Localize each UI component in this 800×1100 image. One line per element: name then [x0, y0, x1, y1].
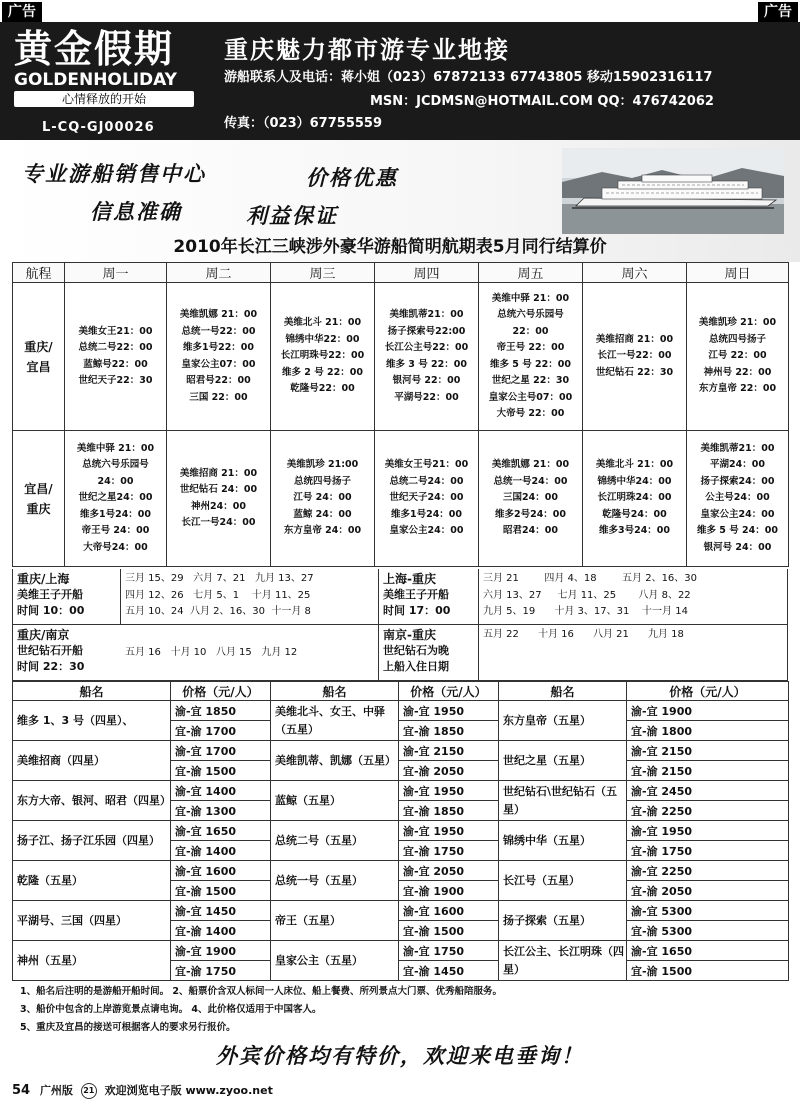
ship-departure: 皇家公主07：00 — [181, 358, 256, 370]
departure-ship: 美维王子开船 — [17, 588, 83, 601]
ship-departure: 江号 22：00 — [708, 350, 767, 362]
price-row — [13, 901, 789, 921]
ship-departure: 公主号24：00 — [705, 492, 770, 504]
schedule-row-chongqing-yichang — [13, 283, 789, 431]
ship-departure: 维多3号24：00 — [598, 525, 671, 537]
price-row — [13, 701, 789, 721]
price-upstream: 渝-宜 1950 — [399, 781, 499, 801]
ship-name: 锦绣中华（五星） — [499, 821, 627, 861]
ship-name: 东方皇帝（五星） — [499, 701, 627, 741]
shanghai-cruise-row — [12, 569, 788, 625]
ship-departure: 平湖号22：00 — [394, 391, 459, 403]
schedule-cell — [65, 431, 167, 567]
price-row — [13, 781, 789, 801]
ship-departure: 美维中驿 21：00 — [76, 442, 155, 454]
ship-departure: 美维凯珍 21：00 — [698, 317, 777, 329]
ship-departure: 世纪天子24：00 — [389, 492, 464, 504]
ship-name: 帝王（五星） — [271, 901, 399, 941]
ship-departure: 扬子探索号22:00 — [387, 325, 466, 337]
header-wednesday: 周三 — [271, 263, 375, 283]
departure-time: 时间 17：00 — [383, 604, 451, 617]
price-row — [13, 861, 789, 881]
ship-departure: 蓝鲸号22：00 — [83, 358, 148, 370]
price-downstream: 宜-渝 1500 — [399, 921, 499, 941]
price-upstream: 渝-宜 1850 — [171, 701, 271, 721]
schedule-cell — [375, 431, 479, 567]
price-downstream: 宜-渝 2050 — [627, 881, 789, 901]
price-upstream: 渝-宜 1400 — [171, 781, 271, 801]
header-price: 价格（元/人） — [171, 682, 271, 701]
price-downstream: 宜-渝 1750 — [171, 961, 271, 981]
price-downstream: 宜-渝 1500 — [171, 881, 271, 901]
ship-departure: 大帝号24：00 — [83, 541, 148, 553]
price-row — [13, 821, 789, 841]
price-downstream: 宜-渝 1400 — [171, 841, 271, 861]
ship-departure: 锦绣中华24：00 — [597, 475, 672, 487]
header-saturday: 周六 — [583, 263, 687, 283]
ship-name: 平湖号、三国（四星） — [13, 901, 171, 941]
price-downstream: 宜-渝 1750 — [627, 841, 789, 861]
route-nanjing-chongqing: 南京-重庆 — [383, 628, 436, 642]
slogan-sales-center: 专业游船销售中心 — [22, 161, 206, 186]
ship-departure: 美维凯珍 21:00 — [286, 459, 359, 471]
ship-departure: 美维中驿 21：00 — [491, 292, 570, 304]
boarding-note: 世纪钻石为晚 — [383, 644, 449, 657]
price-row — [13, 741, 789, 761]
price-upstream: 渝-宜 1750 — [399, 941, 499, 961]
ship-departure: 美维北斗 21：00 — [595, 459, 674, 471]
price-upstream: 渝-宜 1950 — [399, 701, 499, 721]
price-downstream: 宜-渝 1800 — [627, 721, 789, 741]
ship-departure: 24：00 — [97, 475, 134, 487]
shanghai-right-dates: 三月 21 四月 4、18 五月 2、16、30 六月 13、27 七月 11、25 八月 8、22 九月 5、19 十月 3、17、31 十一月 14 — [483, 573, 698, 617]
schedule-table — [12, 262, 789, 567]
schedule-cell — [583, 431, 687, 567]
header-ship-name: 船名 — [499, 682, 627, 701]
ship-departure: 帝王号 24：00 — [81, 525, 150, 537]
shanghai-right-info — [379, 569, 479, 624]
ship-departure: 昭君号22：00 — [186, 375, 251, 386]
header-sunday: 周日 — [687, 263, 789, 283]
price-upstream: 渝-宜 1600 — [399, 901, 499, 921]
price-header-row — [13, 682, 789, 701]
header-tuesday: 周二 — [167, 263, 271, 283]
closing-slogan: 外宾价格均有特价，欢迎来电垂询！ — [216, 1043, 584, 1068]
price-table — [12, 681, 789, 981]
ship-departure: 神州24：00 — [191, 500, 246, 512]
schedule-cell — [583, 283, 687, 431]
ship-departure: 三国24：00 — [503, 492, 558, 504]
logo-slogan: 心情释放的开始 — [14, 91, 194, 107]
price-upstream: 渝-宜 2150 — [399, 741, 499, 761]
ship-departure: 皇家公主24：00 — [389, 525, 464, 537]
price-downstream: 宜-渝 2150 — [627, 761, 789, 781]
ship-name: 扬子江、扬子江乐园（四星） — [13, 821, 171, 861]
departure-time: 时间 22：30 — [17, 660, 85, 673]
fax-number: 传真：（023）67755559 — [224, 116, 382, 131]
departure-ship: 美维王子开船 — [383, 588, 449, 601]
price-downstream: 宜-渝 1450 — [399, 961, 499, 981]
note-line: 1、船名后注明的是游船开船时间。 2、船票价含双人标间一人床位、船上餐费、所列景点大门票、优秀船陪服务。 — [20, 986, 503, 997]
price-upstream: 渝-宜 1700 — [171, 741, 271, 761]
ship-departure: 维多1号24：00 — [390, 508, 463, 520]
ship-name: 神州（五星） — [13, 941, 171, 981]
ship-departure: 22：00 — [512, 325, 549, 337]
shanghai-left-info — [13, 569, 121, 624]
website-text: 欢迎浏览电子版 www.zyoo.net — [104, 1084, 273, 1097]
nanjing-left-dates: 五月 16 十月 10 八月 15 九月 12 — [121, 625, 379, 680]
price-downstream: 宜-渝 2250 — [627, 801, 789, 821]
route-chongqing-yichang — [13, 283, 65, 431]
route-line: 宜昌/ — [24, 481, 53, 496]
price-table-body — [13, 701, 789, 981]
ship-departure: 皇家公主号07：00 — [488, 391, 573, 403]
departure-ship: 世纪钻石开船 — [17, 644, 83, 657]
ship-departure: 世纪之星 22：30 — [491, 375, 570, 386]
ship-departure: 总统六号乐园号 — [497, 309, 564, 320]
price-downstream: 宜-渝 1850 — [399, 801, 499, 821]
ship-departure: 长江一号24：00 — [181, 517, 256, 528]
price-downstream: 宜-渝 5300 — [627, 921, 789, 941]
ship-name: 蓝鲸（五星） — [271, 781, 399, 821]
price-downstream: 宜-渝 1900 — [399, 881, 499, 901]
ship-departure: 总统一号22：00 — [181, 325, 256, 337]
schedule-title: 2010年长江三峡涉外豪华游船简明航期表5月同行结算价 — [173, 237, 607, 257]
ship-departure: 三国 22：00 — [189, 391, 248, 403]
header-title: 重庆魅力都市游专业地接 — [224, 36, 510, 64]
schedule-row-yichang-chongqing — [13, 431, 789, 567]
header-thursday: 周四 — [375, 263, 479, 283]
notes — [20, 983, 790, 1037]
ship-departure: 长江明珠24：00 — [597, 492, 672, 504]
header-route: 航程 — [13, 263, 65, 283]
note-line: 3、船价中包含的上岸游览景点请电询。 4、此价格仅适用于中国客人。 — [20, 1004, 322, 1015]
price-upstream: 渝-宜 1600 — [171, 861, 271, 881]
ship-departure: 东方皇帝 24：00 — [283, 525, 362, 537]
ship-departure: 世纪天子22：30 — [78, 375, 153, 386]
ship-departure: 总统二号22：00 — [78, 342, 153, 353]
price-upstream: 渝-宜 1950 — [399, 821, 499, 841]
ship-name: 总统二号（五星） — [271, 821, 399, 861]
header-ship-name: 船名 — [271, 682, 399, 701]
nanjing-cruise-row — [12, 625, 788, 681]
price-upstream: 渝-宜 1900 — [627, 701, 789, 721]
price-downstream: 宜-渝 1850 — [399, 721, 499, 741]
schedule-cell — [375, 283, 479, 431]
price-upstream: 渝-宜 1650 — [627, 941, 789, 961]
route-yichang-chongqing — [13, 431, 65, 567]
ship-name: 长江号（五星） — [499, 861, 627, 901]
ship-name: 总统一号（五星） — [271, 861, 399, 901]
license-code: L-CQ-GJ00026 — [42, 120, 155, 135]
ship-name: 美维招商（四星） — [13, 741, 171, 781]
price-downstream: 宜-渝 1500 — [171, 761, 271, 781]
nanjing-left-info — [13, 625, 121, 680]
ship-departure: 帝王号 22：00 — [496, 342, 565, 353]
route-line: 重庆 — [26, 501, 51, 516]
ship-name: 维多 1、3 号（四星）、 — [13, 701, 171, 741]
edition-label: 广州版 — [39, 1084, 73, 1097]
ship-departure: 美维凯娜 21：00 — [491, 459, 570, 471]
ship-name: 东方大帝、银河、昭君（四星） — [13, 781, 171, 821]
schedule-cell — [167, 283, 271, 431]
price-downstream: 宜-渝 1400 — [171, 921, 271, 941]
ship-name: 乾隆（五星） — [13, 861, 171, 901]
schedule-cell — [167, 431, 271, 567]
ship-name: 长江公主、长江明珠（四星） — [499, 941, 627, 981]
header-price: 价格（元/人） — [399, 682, 499, 701]
schedule-cell — [65, 283, 167, 431]
ship-departure: 银河号 22：00 — [392, 375, 461, 386]
ship-name: 皇家公主（五星） — [271, 941, 399, 981]
price-upstream: 渝-宜 1950 — [627, 821, 789, 841]
header-price: 价格（元/人） — [627, 682, 789, 701]
price-upstream: 渝-宜 2250 — [627, 861, 789, 881]
price-downstream: 宜-渝 2050 — [399, 761, 499, 781]
ship-departure: 美维招商 21：00 — [595, 333, 674, 345]
price-upstream: 渝-宜 1900 — [171, 941, 271, 961]
ship-departure: 乾隆号24：00 — [602, 508, 667, 520]
ship-departure: 维多 3 号 22：00 — [386, 358, 467, 370]
schedule-cell — [687, 431, 789, 567]
ad-label-left: 广告 — [2, 2, 42, 22]
msn-qq: MSN：JCDMSN@HOTMAIL.COM QQ：476742062 — [370, 94, 714, 109]
ship-departure: 总统六号乐园号 — [82, 459, 149, 471]
page-footer — [12, 1082, 273, 1099]
slogan-price: 价格优惠 — [306, 165, 398, 190]
route-line: 宜昌 — [26, 359, 51, 374]
ship-departure: 总统二号24：00 — [389, 475, 464, 487]
slogan-profit: 利益保证 — [246, 203, 338, 228]
header-bar — [0, 22, 800, 140]
ship-departure: 美维女王21：00 — [78, 325, 153, 337]
price-upstream: 渝-宜 2050 — [399, 861, 499, 881]
price-upstream: 渝-宜 1450 — [171, 901, 271, 921]
ship-departure: 美维凯蒂21：00 — [700, 442, 775, 454]
ship-departure: 锦绣中华22：00 — [285, 333, 360, 345]
site-logo-icon: 21 — [81, 1083, 97, 1099]
schedule-cell — [479, 431, 583, 567]
ship-departure: 大帝号 22：00 — [496, 408, 565, 419]
shanghai-left-dates: 三月 15、29 六月 7、21 九月 13、27 四月 12、26 七月 5、1 十月 11、25 五月 10、24 八月 2、16、30 十一月 8 — [121, 569, 379, 624]
ship-departure: 皇家公主24：00 — [700, 508, 775, 520]
price-downstream: 宜-渝 1750 — [399, 841, 499, 861]
ship-departure: 美维招商 21：00 — [179, 467, 258, 479]
ship-departure: 昭君24：00 — [503, 525, 558, 537]
boarding-note: 上船入住日期 — [383, 660, 449, 673]
golden-holiday-logo — [14, 28, 204, 107]
ship-departure: 维多2号24：00 — [494, 508, 567, 520]
ship-departure: 神州号 22：00 — [703, 366, 772, 378]
ad-label-right: 广告 — [758, 2, 798, 22]
ship-departure: 维多 5 号 22：00 — [490, 358, 571, 370]
ship-departure: 银河号 24：00 — [703, 541, 772, 553]
page-number: 54 — [12, 1083, 31, 1098]
nanjing-right-dates: 五月 22 十月 16 八月 21 九月 18 — [483, 629, 684, 640]
price-upstream: 渝-宜 2150 — [627, 741, 789, 761]
schedule-cell — [271, 431, 375, 567]
route-line: 重庆/ — [24, 339, 53, 354]
price-upstream: 渝-宜 5300 — [627, 901, 789, 921]
ship-departure: 美维女王号21：00 — [384, 459, 469, 471]
ship-departure: 世纪钻石 22：30 — [595, 366, 674, 378]
schedule-cell — [479, 283, 583, 431]
schedule-cell — [271, 283, 375, 431]
price-row — [13, 941, 789, 961]
ship-departure: 东方皇帝 22：00 — [698, 383, 777, 395]
ship-departure: 维多 2 号 22：00 — [282, 366, 363, 378]
ship-departure: 长江一号22：00 — [597, 350, 672, 362]
ship-departure: 总统四号扬子 — [708, 333, 766, 345]
price-downstream: 宜-渝 1700 — [171, 721, 271, 741]
ship-name: 世纪之星（五星） — [499, 741, 627, 781]
ship-departure: 维多 5 号 24：00 — [697, 525, 778, 537]
cruise-ship-photo — [562, 148, 784, 234]
ship-departure: 总统四号扬子 — [293, 475, 351, 487]
ship-departure: 平湖24：00 — [710, 459, 765, 471]
ship-departure: 世纪之星24：00 — [78, 492, 153, 504]
header-monday: 周一 — [65, 263, 167, 283]
ship-departure: 乾隆号22：00 — [290, 383, 355, 395]
schedule-header-row — [13, 263, 789, 283]
ship-departure: 世纪钻石 24：00 — [179, 484, 258, 495]
ship-departure: 维多1号22：00 — [182, 342, 255, 353]
ship-departure: 扬子探索24：00 — [700, 475, 775, 487]
logo-chinese-name: 黄金假期 — [14, 26, 175, 71]
route-chongqing-nanjing: 重庆/南京 — [17, 628, 70, 642]
ship-departure: 美维凯蒂21：00 — [389, 309, 464, 320]
nanjing-right-info — [379, 625, 479, 680]
price-upstream: 渝-宜 2450 — [627, 781, 789, 801]
header-friday: 周五 — [479, 263, 583, 283]
ship-name: 美维凯蒂、凯娜（五星） — [271, 741, 399, 781]
schedule-cell — [687, 283, 789, 431]
ship-name: 美维北斗、女王、中驿（五星） — [271, 701, 399, 741]
contact-phones: 游船联系人及电话：蒋小姐（023）67872133 67743805 移动15902316117 — [224, 70, 713, 85]
logo-english-name: GOLDENHOLIDAY — [14, 70, 177, 90]
ship-name: 扬子探索（五星） — [499, 901, 627, 941]
ship-departure: 长江明珠号22：00 — [280, 350, 365, 362]
header-ship-name: 船名 — [13, 682, 171, 701]
price-downstream: 宜-渝 1500 — [627, 961, 789, 981]
ship-departure: 长江公主号22：00 — [384, 342, 469, 353]
departure-time: 时间 10：00 — [17, 604, 85, 617]
price-downstream: 宜-渝 1300 — [171, 801, 271, 821]
ship-departure: 美维北斗 21：00 — [283, 317, 362, 329]
note-line: 5、重庆及宜昌的接送可根据客人的要求另行报价。 — [20, 1022, 236, 1033]
slogan-info: 信息准确 — [90, 199, 182, 224]
ship-name: 世纪钻石\世纪钻石（五星） — [499, 781, 627, 821]
ship-departure: 总统一号24：00 — [493, 475, 568, 487]
ship-departure: 维多1号24：00 — [79, 508, 152, 520]
ship-departure: 江号 24：00 — [293, 492, 352, 504]
price-upstream: 渝-宜 1650 — [171, 821, 271, 841]
route-shanghai-chongqing: 上海-重庆 — [383, 572, 436, 586]
ship-departure: 蓝鲸 24：00 — [293, 508, 352, 520]
route-chongqing-shanghai: 重庆/上海 — [17, 572, 70, 586]
ship-departure: 美维凯娜 21：00 — [179, 309, 258, 320]
